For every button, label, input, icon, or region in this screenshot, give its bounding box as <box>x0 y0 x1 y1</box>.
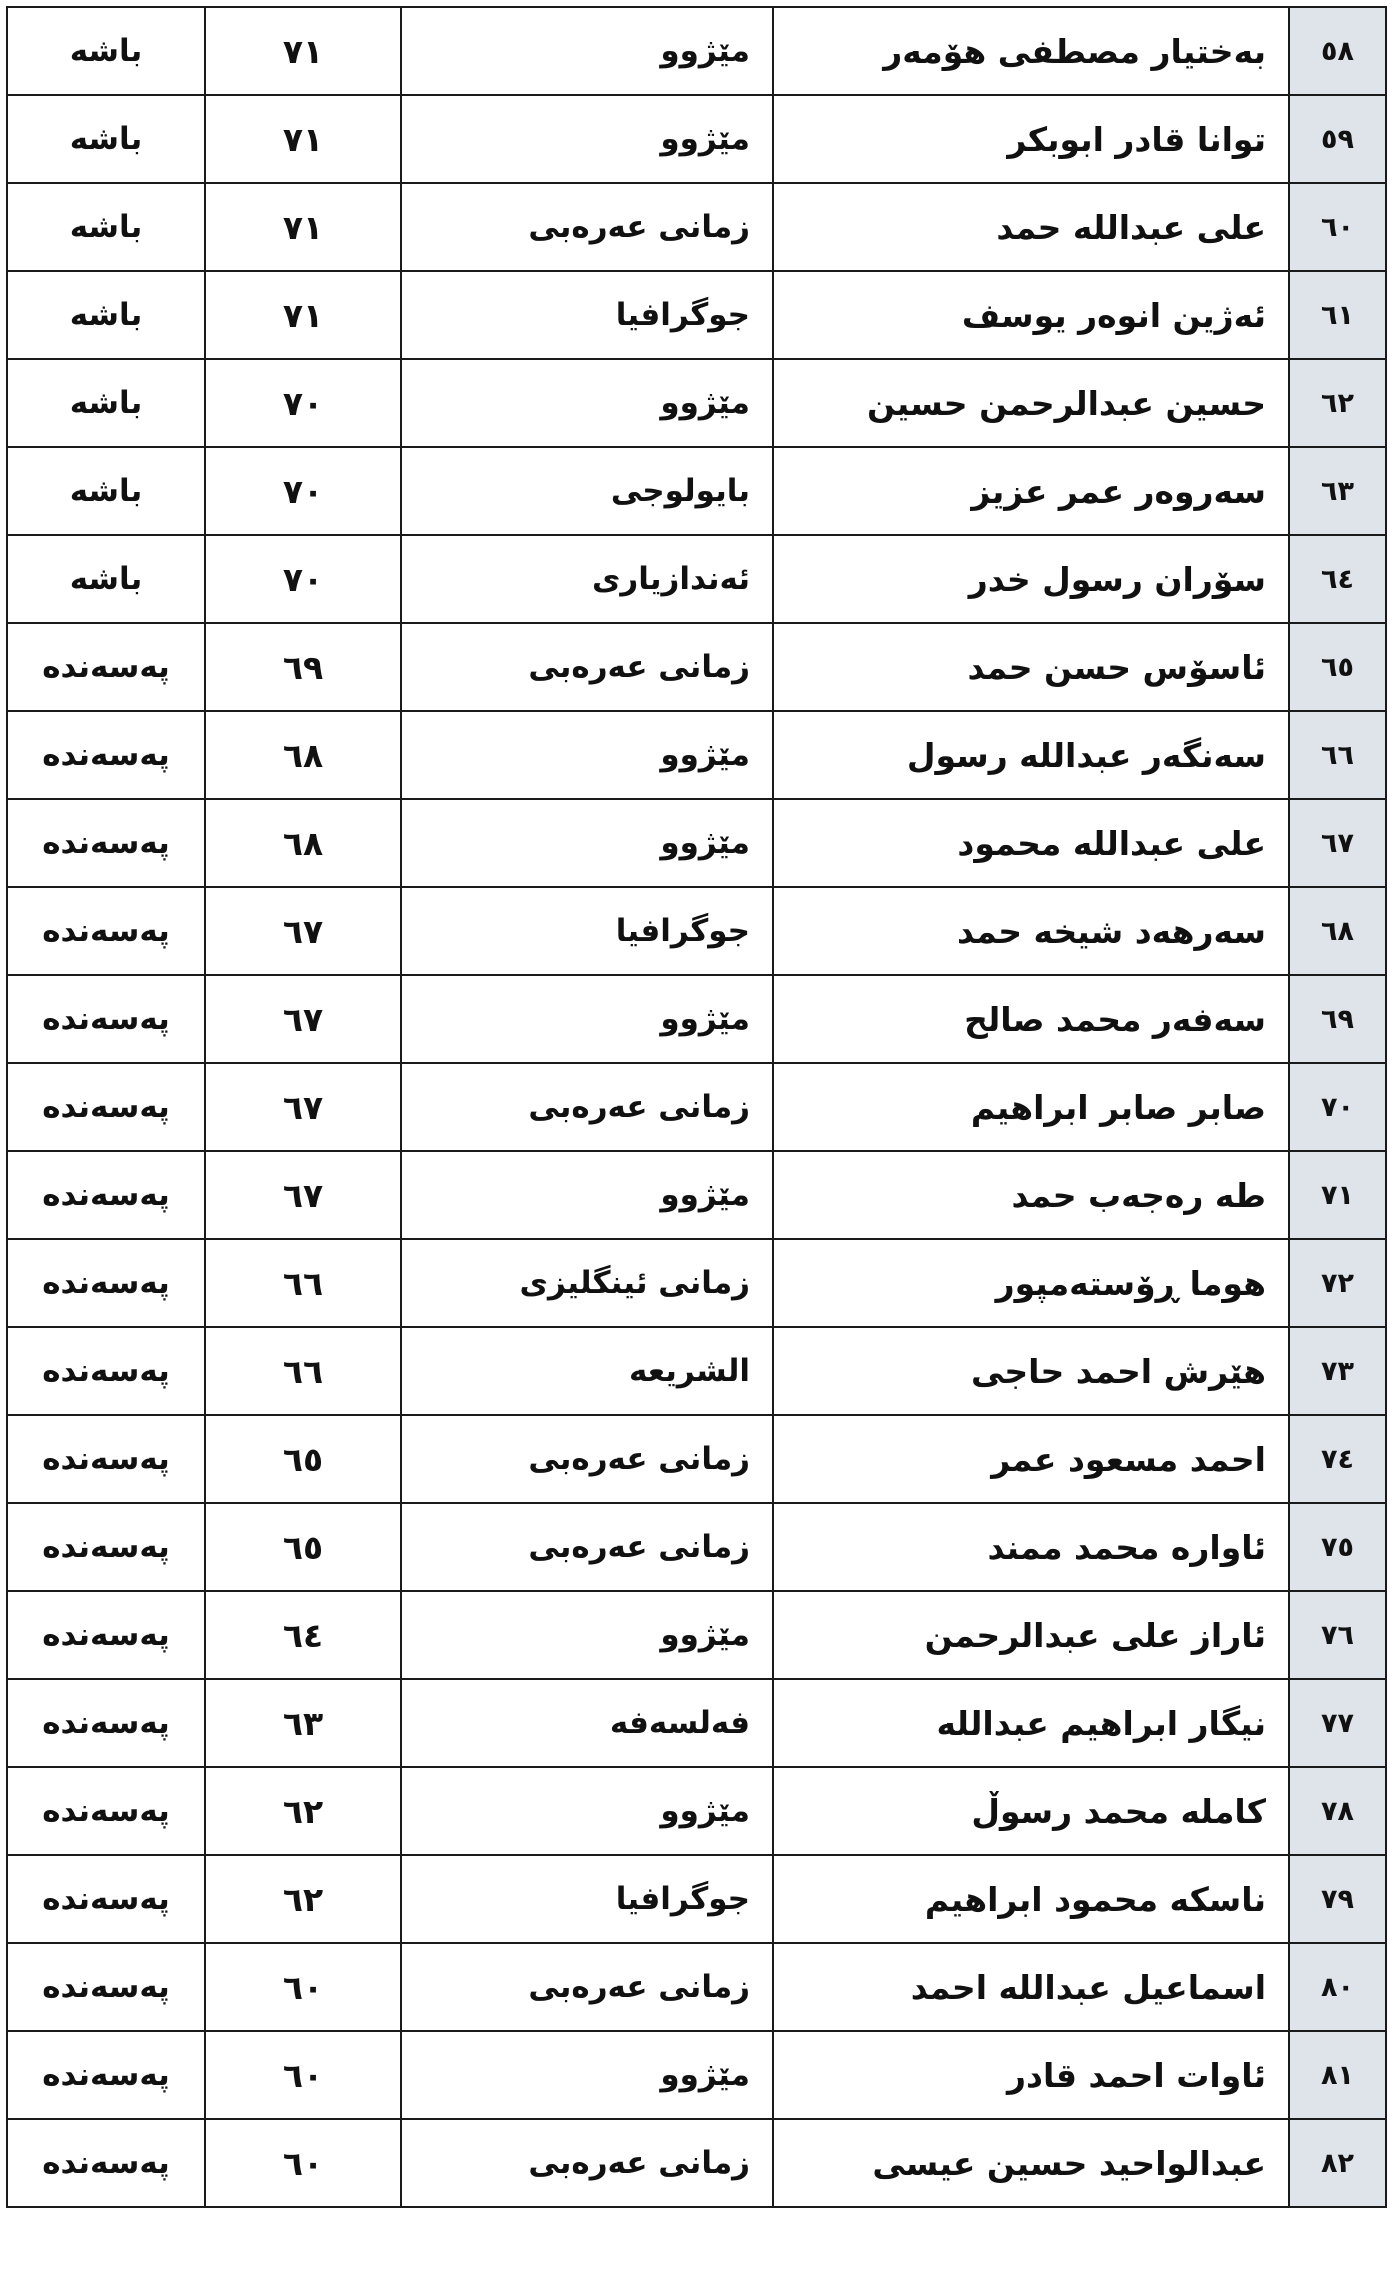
student-name-cell: سەرهەد شیخە حمد <box>773 887 1289 975</box>
score-cell: ٦٠ <box>205 2031 401 2119</box>
grade-cell: پەسەندە <box>7 1151 205 1239</box>
row-number-cell: ٦٨ <box>1289 887 1386 975</box>
subject-cell: زمانی عەرەبی <box>401 2119 773 2207</box>
row-number-cell: ٥٨ <box>1289 7 1386 95</box>
table-row <box>7 1327 1386 1415</box>
grade-cell: پەسەندە <box>7 2031 205 2119</box>
grade-cell: باشە <box>7 359 205 447</box>
student-name-cell: ئاراز علی عبدالرحمن <box>773 1591 1289 1679</box>
subject-cell: زمانی عەرەبی <box>401 1503 773 1591</box>
grade-cell: باشە <box>7 271 205 359</box>
row-number-cell: ٨١ <box>1289 2031 1386 2119</box>
row-number-cell: ٦٩ <box>1289 975 1386 1063</box>
score-cell: ٦٧ <box>205 975 401 1063</box>
row-number-cell: ٦٢ <box>1289 359 1386 447</box>
grade-cell: پەسەندە <box>7 1855 205 1943</box>
row-number-cell: ٧٩ <box>1289 1855 1386 1943</box>
row-number-cell: ٦٧ <box>1289 799 1386 887</box>
table-row <box>7 183 1386 271</box>
grade-cell: پەسەندە <box>7 1503 205 1591</box>
subject-cell: مێژوو <box>401 1151 773 1239</box>
row-number-cell: ٧٤ <box>1289 1415 1386 1503</box>
student-name-cell: ناسكە محمود ابراهیم <box>773 1855 1289 1943</box>
student-name-cell: هوما ڕۆستەمپور <box>773 1239 1289 1327</box>
student-name-cell: سەروەر عمر عزیز <box>773 447 1289 535</box>
score-cell: ٦٦ <box>205 1327 401 1415</box>
subject-cell: بایولوجی <box>401 447 773 535</box>
score-cell: ٦٣ <box>205 1679 401 1767</box>
table-row <box>7 1063 1386 1151</box>
subject-cell: زمانی عەرەبی <box>401 1063 773 1151</box>
row-number-cell: ٧١ <box>1289 1151 1386 1239</box>
row-number-cell: ٥٩ <box>1289 95 1386 183</box>
grade-cell: پەسەندە <box>7 1239 205 1327</box>
score-cell: ٦٢ <box>205 1855 401 1943</box>
student-name-cell: نیگار ابراهیم عبدالله <box>773 1679 1289 1767</box>
student-name-cell: توانا قادر ابوبكر <box>773 95 1289 183</box>
student-name-cell: احمد مسعود عمر <box>773 1415 1289 1503</box>
grade-cell: پەسەندە <box>7 1327 205 1415</box>
subject-cell: زمانی عەرەبی <box>401 1415 773 1503</box>
student-name-cell: ئاوات احمد قادر <box>773 2031 1289 2119</box>
score-cell: ٦٥ <box>205 1415 401 1503</box>
row-number-cell: ٦٣ <box>1289 447 1386 535</box>
score-cell: ٧٠ <box>205 359 401 447</box>
grade-cell: پەسەندە <box>7 1767 205 1855</box>
score-cell: ٧١ <box>205 7 401 95</box>
subject-cell: مێژوو <box>401 1767 773 1855</box>
row-number-cell: ٧٢ <box>1289 1239 1386 1327</box>
table-row <box>7 975 1386 1063</box>
student-name-cell: علی عبدالله حمد <box>773 183 1289 271</box>
subject-cell: جوگرافیا <box>401 271 773 359</box>
score-cell: ٧١ <box>205 95 401 183</box>
table-row <box>7 1767 1386 1855</box>
grade-cell: پەسەندە <box>7 2119 205 2207</box>
student-name-cell: كاملە محمد رسوڵ <box>773 1767 1289 1855</box>
table-row <box>7 1503 1386 1591</box>
subject-cell: زمانی عەرەبی <box>401 183 773 271</box>
table-row <box>7 1151 1386 1239</box>
subject-cell: مێژوو <box>401 2031 773 2119</box>
table-row <box>7 623 1386 711</box>
student-name-cell: حسین عبدالرحمن حسین <box>773 359 1289 447</box>
row-number-cell: ٧٦ <box>1289 1591 1386 1679</box>
subject-cell: مێژوو <box>401 95 773 183</box>
student-name-cell: بەختیار مصطفی هۆمەر <box>773 7 1289 95</box>
student-name-cell: ئەژین انوەر یوسف <box>773 271 1289 359</box>
subject-cell: زمانی عەرەبی <box>401 623 773 711</box>
grade-cell: پەسەندە <box>7 1679 205 1767</box>
grade-cell: پەسەندە <box>7 975 205 1063</box>
table-row <box>7 711 1386 799</box>
table-row <box>7 1943 1386 2031</box>
table-row <box>7 1591 1386 1679</box>
row-number-cell: ٧٣ <box>1289 1327 1386 1415</box>
score-cell: ٦٧ <box>205 1063 401 1151</box>
score-cell: ٦٩ <box>205 623 401 711</box>
score-cell: ٧٠ <box>205 535 401 623</box>
table-row <box>7 7 1386 95</box>
table-row <box>7 2119 1386 2207</box>
grade-cell: پەسەندە <box>7 1591 205 1679</box>
student-name-cell: ئاسۆس حسن حمد <box>773 623 1289 711</box>
subject-cell: جوگرافیا <box>401 887 773 975</box>
grade-cell: پەسەندە <box>7 1415 205 1503</box>
row-number-cell: ٦٦ <box>1289 711 1386 799</box>
score-cell: ٦٧ <box>205 887 401 975</box>
table-row <box>7 1239 1386 1327</box>
grade-cell: باشە <box>7 7 205 95</box>
row-number-cell: ٦٤ <box>1289 535 1386 623</box>
table-row <box>7 447 1386 535</box>
results-sheet <box>6 6 1387 2208</box>
score-cell: ٦٢ <box>205 1767 401 1855</box>
grade-cell: باشە <box>7 95 205 183</box>
table-row <box>7 271 1386 359</box>
table-row <box>7 535 1386 623</box>
subject-cell: الشریعە <box>401 1327 773 1415</box>
table-row <box>7 359 1386 447</box>
row-number-cell: ٦١ <box>1289 271 1386 359</box>
table-row <box>7 95 1386 183</box>
table-row <box>7 2031 1386 2119</box>
row-number-cell: ٧٠ <box>1289 1063 1386 1151</box>
score-cell: ٦٠ <box>205 2119 401 2207</box>
score-cell: ٦٦ <box>205 1239 401 1327</box>
table-row <box>7 1679 1386 1767</box>
student-name-cell: عبدالواحید حسین عیسی <box>773 2119 1289 2207</box>
score-cell: ٧٠ <box>205 447 401 535</box>
subject-cell: مێژوو <box>401 711 773 799</box>
table-row <box>7 799 1386 887</box>
results-table <box>6 6 1387 2208</box>
student-name-cell: اسماعیل عبدالله احمد <box>773 1943 1289 2031</box>
grade-cell: باشە <box>7 183 205 271</box>
score-cell: ٦٥ <box>205 1503 401 1591</box>
score-cell: ٦٠ <box>205 1943 401 2031</box>
score-cell: ٦٨ <box>205 711 401 799</box>
subject-cell: مێژوو <box>401 7 773 95</box>
table-row <box>7 1855 1386 1943</box>
results-table-body <box>7 7 1386 2207</box>
subject-cell: مێژوو <box>401 359 773 447</box>
student-name-cell: سەفەر محمد صالح <box>773 975 1289 1063</box>
grade-cell: پەسەندە <box>7 799 205 887</box>
grade-cell: پەسەندە <box>7 1943 205 2031</box>
score-cell: ٦٨ <box>205 799 401 887</box>
grade-cell: باشە <box>7 447 205 535</box>
row-number-cell: ٧٧ <box>1289 1679 1386 1767</box>
subject-cell: مێژوو <box>401 1591 773 1679</box>
student-name-cell: صابر صابر ابراهیم <box>773 1063 1289 1151</box>
table-row <box>7 1415 1386 1503</box>
student-name-cell: سەنگەر عبدالله رسول <box>773 711 1289 799</box>
grade-cell: پەسەندە <box>7 711 205 799</box>
score-cell: ٧١ <box>205 271 401 359</box>
subject-cell: زمانی عەرەبی <box>401 1943 773 2031</box>
subject-cell: ئەندازیاری <box>401 535 773 623</box>
score-cell: ٦٧ <box>205 1151 401 1239</box>
subject-cell: مێژوو <box>401 799 773 887</box>
row-number-cell: ٨٢ <box>1289 2119 1386 2207</box>
row-number-cell: ٨٠ <box>1289 1943 1386 2031</box>
score-cell: ٦٤ <box>205 1591 401 1679</box>
student-name-cell: سۆران رسول خدر <box>773 535 1289 623</box>
student-name-cell: طە رەجەب حمد <box>773 1151 1289 1239</box>
student-name-cell: ئاوارە محمد ممند <box>773 1503 1289 1591</box>
table-row <box>7 887 1386 975</box>
subject-cell: فەلسەفە <box>401 1679 773 1767</box>
grade-cell: پەسەندە <box>7 1063 205 1151</box>
score-cell: ٧١ <box>205 183 401 271</box>
grade-cell: پەسەندە <box>7 623 205 711</box>
row-number-cell: ٧٨ <box>1289 1767 1386 1855</box>
subject-cell: زمانی ئینگلیزی <box>401 1239 773 1327</box>
grade-cell: پەسەندە <box>7 887 205 975</box>
row-number-cell: ٦٥ <box>1289 623 1386 711</box>
row-number-cell: ٦٠ <box>1289 183 1386 271</box>
student-name-cell: علی عبدالله محمود <box>773 799 1289 887</box>
row-number-cell: ٧٥ <box>1289 1503 1386 1591</box>
grade-cell: باشە <box>7 535 205 623</box>
subject-cell: مێژوو <box>401 975 773 1063</box>
subject-cell: جوگرافیا <box>401 1855 773 1943</box>
student-name-cell: هێرش احمد حاجی <box>773 1327 1289 1415</box>
